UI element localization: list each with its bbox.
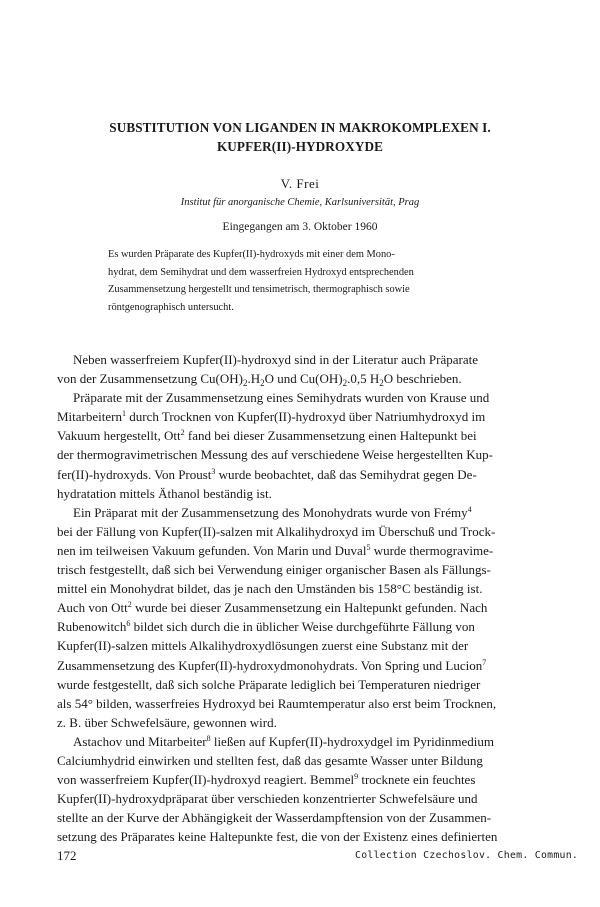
body-text: Kupfer(II)-salzen mittels Alkalihydroxydlösungen zuerst eine Substanz mit der (57, 638, 469, 654)
subscript: 2 (379, 378, 384, 389)
body-text: Präparate mit der Zusammensetzung eines Semihydrats wurden von Krause und (73, 390, 490, 406)
reference-mark: 7 (482, 657, 487, 667)
body-line (57, 617, 557, 636)
body-line (57, 827, 557, 846)
body-text: O beschrieben. (383, 371, 462, 387)
body-line (57, 369, 557, 388)
body-text: Rubenowitch (57, 619, 127, 635)
body-line (57, 770, 557, 789)
reference-mark: 1 (121, 409, 126, 419)
body-text: wurde bei dieser Zusammensetzung ein Haltepunkt gefunden. Nach (131, 600, 488, 616)
subscript: 2 (342, 378, 348, 389)
body-text: Calciumhydrid einwirken und stellten fest, daß das gesamte Wasser unter Bildung (57, 752, 483, 768)
body-line (57, 503, 557, 522)
body-line (57, 560, 557, 579)
body-line (57, 598, 557, 617)
body-text: hydratation mittels Äthanol beständig ist. (57, 485, 272, 501)
body-text: der thermogravimetrischen Messung des auf verschiedene Weise hergestellten Kup- (57, 447, 493, 463)
body-text: .0,5 H (347, 371, 380, 387)
body-text: .H (247, 371, 261, 387)
body-text: bildet sich durch die in üblicher Weise durchgeführte Fällung von (130, 619, 475, 635)
body-line (57, 579, 557, 598)
body-line (57, 713, 557, 732)
body-text: mittel ein Monohydrat bildet, das je nach den Umständen bis 158°C beständig ist. (57, 581, 483, 597)
body-text: trisch festgestellt, daß sich bei Verwendung einiger organischer Basen als Fällungs- (57, 562, 491, 578)
body-text: wurde thermogravime- (370, 542, 494, 558)
reference-mark: 2 (180, 428, 185, 438)
subscript: 2 (260, 378, 265, 389)
page-number: 172 (57, 848, 77, 863)
body-text: wurde festgestellt, daß sich solche Präparate lediglich bei Temperaturen niedriger (57, 676, 481, 692)
article-body (57, 350, 557, 846)
body-line (57, 808, 557, 827)
body-line (57, 388, 557, 407)
abstract-line: Es wurden Präparate des Kupfer(II)-hydroxyds mit einer dem Mono- (108, 249, 395, 260)
reference-mark: 4 (467, 504, 472, 514)
abstract (108, 246, 516, 316)
reference-mark: 9 (354, 772, 359, 782)
body-text: Vakuum hergestellt, Ott (57, 428, 181, 444)
body-line (57, 675, 557, 694)
body-text: Ein Präparat mit der Zusammensetzung des Monohydrats wurde von Frémy (73, 504, 468, 520)
author-affiliation: Institut für anorganische Chemie, Karlsuniversität, Prag (180, 197, 420, 208)
journal-footer: Collection Czechoslov. Chem. Commun. (355, 850, 579, 861)
abstract-line: hydrat, dem Semihydrat und dem wasserfreien Hydroxyd entsprechenden (108, 266, 414, 278)
body-text: Auch von Ott (57, 600, 128, 616)
body-text: stellte an der Kurve der Abhängigkeit der Wasserdampftension von der Zusammen- (57, 810, 492, 826)
reference-mark: 2 (127, 600, 132, 610)
body-text: als 54° bilden, wasserfreies Hydroxyd bei Raumtemperatur also erst beim Trocknen, (57, 695, 497, 711)
body-text: trocknete ein feuchtes (358, 772, 476, 788)
body-line (57, 407, 557, 426)
body-text: Neben wasserfreiem Kupfer(II)-hydroxyd sind in der Literatur auch Präparate (73, 352, 478, 367)
body-line (57, 636, 557, 655)
body-line (57, 656, 557, 675)
subscript: 2 (242, 378, 248, 389)
body-text: O und Cu(OH) (264, 371, 343, 387)
body-line (57, 732, 557, 751)
body-text: fand bei dieser Zusammensetzung einen Haltepunkt bei (184, 428, 477, 444)
body-line (57, 789, 557, 808)
body-text: durch Trocknen von Kupfer(II)-hydroxyd über Natriumhydroxyd im (125, 409, 486, 425)
abstract-line: röntgenographisch untersucht. (108, 301, 234, 313)
body-text: bei der Fällung von Kupfer(II)-salzen mit Alkalihydroxyd im Überschuß und Trock- (57, 523, 496, 539)
article-title-line-1: SUBSTITUTION VON LIGANDEN IN MAKROKOMPLEXEN I. (109, 120, 491, 135)
body-line (57, 541, 557, 560)
body-text: Kupfer(II)-hydroxydpräparat über verschieden konzentrierter Schwefelsäure und (57, 791, 478, 807)
body-text: von der Zusammensetzung Cu(OH) (57, 371, 243, 387)
reference-mark: 6 (126, 619, 131, 629)
body-line (57, 522, 557, 541)
body-text: Mitarbeitern (57, 409, 122, 425)
body-text: z. B. über Schwefelsäure, gewonnen wird. (57, 714, 277, 730)
body-text: wurde beobachtet, daß das Semihydrat gegen De- (215, 466, 477, 482)
body-line (57, 751, 557, 770)
body-text: fer(II)-hydroxyds. Von Proust (57, 466, 212, 482)
reference-mark: 5 (366, 542, 371, 552)
body-line (57, 465, 557, 484)
body-text: ließen auf Kupfer(II)-hydroxydgel im Pyridinmedium (210, 733, 494, 749)
body-text: nen im teilweisen Vakuum gefunden. Von Marin und Duval (57, 542, 367, 558)
body-text: von wasserfreiem Kupfer(II)-hydroxyd reagiert. Bemmel (57, 772, 355, 788)
body-text: setzung des Präparates keine Haltepunkte fest, die von der Existenz eines definierten (57, 829, 498, 845)
received-date: Eingegangen am 3. Oktober 1960 (222, 221, 378, 233)
body-line (57, 350, 557, 369)
abstract-line: Zusammensetzung hergestellt und tensimetrisch, thermographisch sowie (108, 284, 410, 295)
author-name: V. Frei (280, 176, 320, 191)
body-line (57, 445, 557, 464)
body-line (57, 484, 557, 503)
reference-mark: 8 (206, 733, 211, 743)
body-text: Astachov und Mitarbeiter (73, 733, 207, 749)
body-line (57, 426, 557, 445)
body-line (57, 694, 557, 713)
body-text: Zusammensetzung des Kupfer(II)-hydroxydmonohydrats. Von Spring und Lucion (57, 657, 483, 673)
article-title-line-2: KUPFER(II)-HYDROXYDE (216, 139, 384, 154)
reference-mark: 3 (211, 466, 216, 476)
